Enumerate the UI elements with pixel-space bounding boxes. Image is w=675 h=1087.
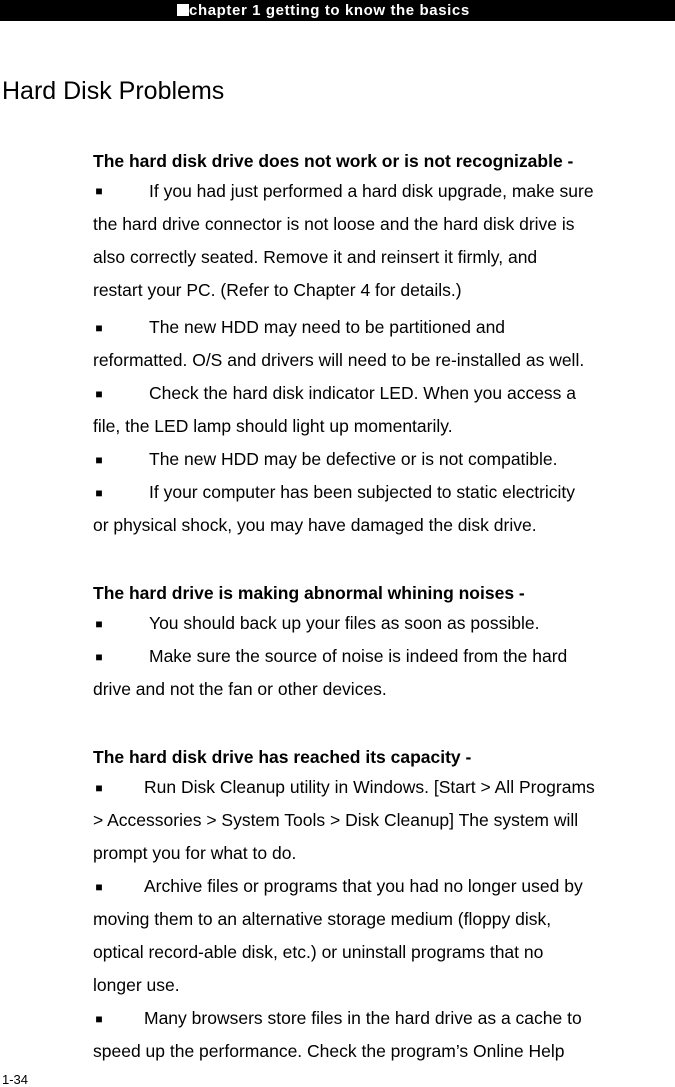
chapter-header-title: chapter 1 getting to know the basics [189, 2, 470, 19]
section-heading-whining-noises: The hard drive is making abnormal whining noises - [93, 583, 525, 603]
list-item: Archive files or programs that you had no longer used by moving them to an alternative storage medium (floppy disk, optical record-able disk, etc.) or uninstall programs that no longer use. [93, 876, 583, 995]
list-item: You should back up your files as soon as possible. [149, 613, 540, 633]
list-item: If your computer has been subjected to static electricity or physical shock, you may have damaged the disk drive. [93, 482, 576, 535]
chapter-header-bar [0, 0, 675, 21]
page-number: 1-34 [2, 1072, 29, 1087]
section-heading-reached-capacity: The hard disk drive has reached its capacity - [93, 747, 472, 767]
list-item: Make sure the source of noise is indeed from the hard drive and not the fan or other devices. [93, 646, 568, 699]
list-item: The new HDD may be defective or is not compatible. [149, 449, 558, 469]
section-heading-not-recognizable: The hard disk drive does not work or is not recognizable - [93, 151, 574, 171]
page-title: Hard Disk Problems [2, 77, 225, 105]
list-item: The new HDD may need to be partitioned and reformatted. O/S and drivers will need to be re-installed as well. [93, 317, 585, 370]
list-item: If you had just performed a hard disk upgrade, make sure the hard drive connector is not loose and the hard disk drive is also correctly seated. Remove it and reinsert it firmly, and restart your PC. (Refer to Chapter 4 for details.) [93, 181, 594, 300]
list-item: Many browsers store files in the hard drive as a cache to speed up the performance. Check the program’s Online Help [93, 1008, 582, 1061]
square-bullet-icon [177, 4, 189, 16]
list-item: Check the hard disk indicator LED. When you access a file, the LED lamp should light up momentarily. [93, 383, 577, 436]
list-item: Run Disk Cleanup utility in Windows. [Start > All Programs > Accessories > System Tools > Disk Cleanup] The system will prompt you for what to do. [93, 777, 595, 863]
